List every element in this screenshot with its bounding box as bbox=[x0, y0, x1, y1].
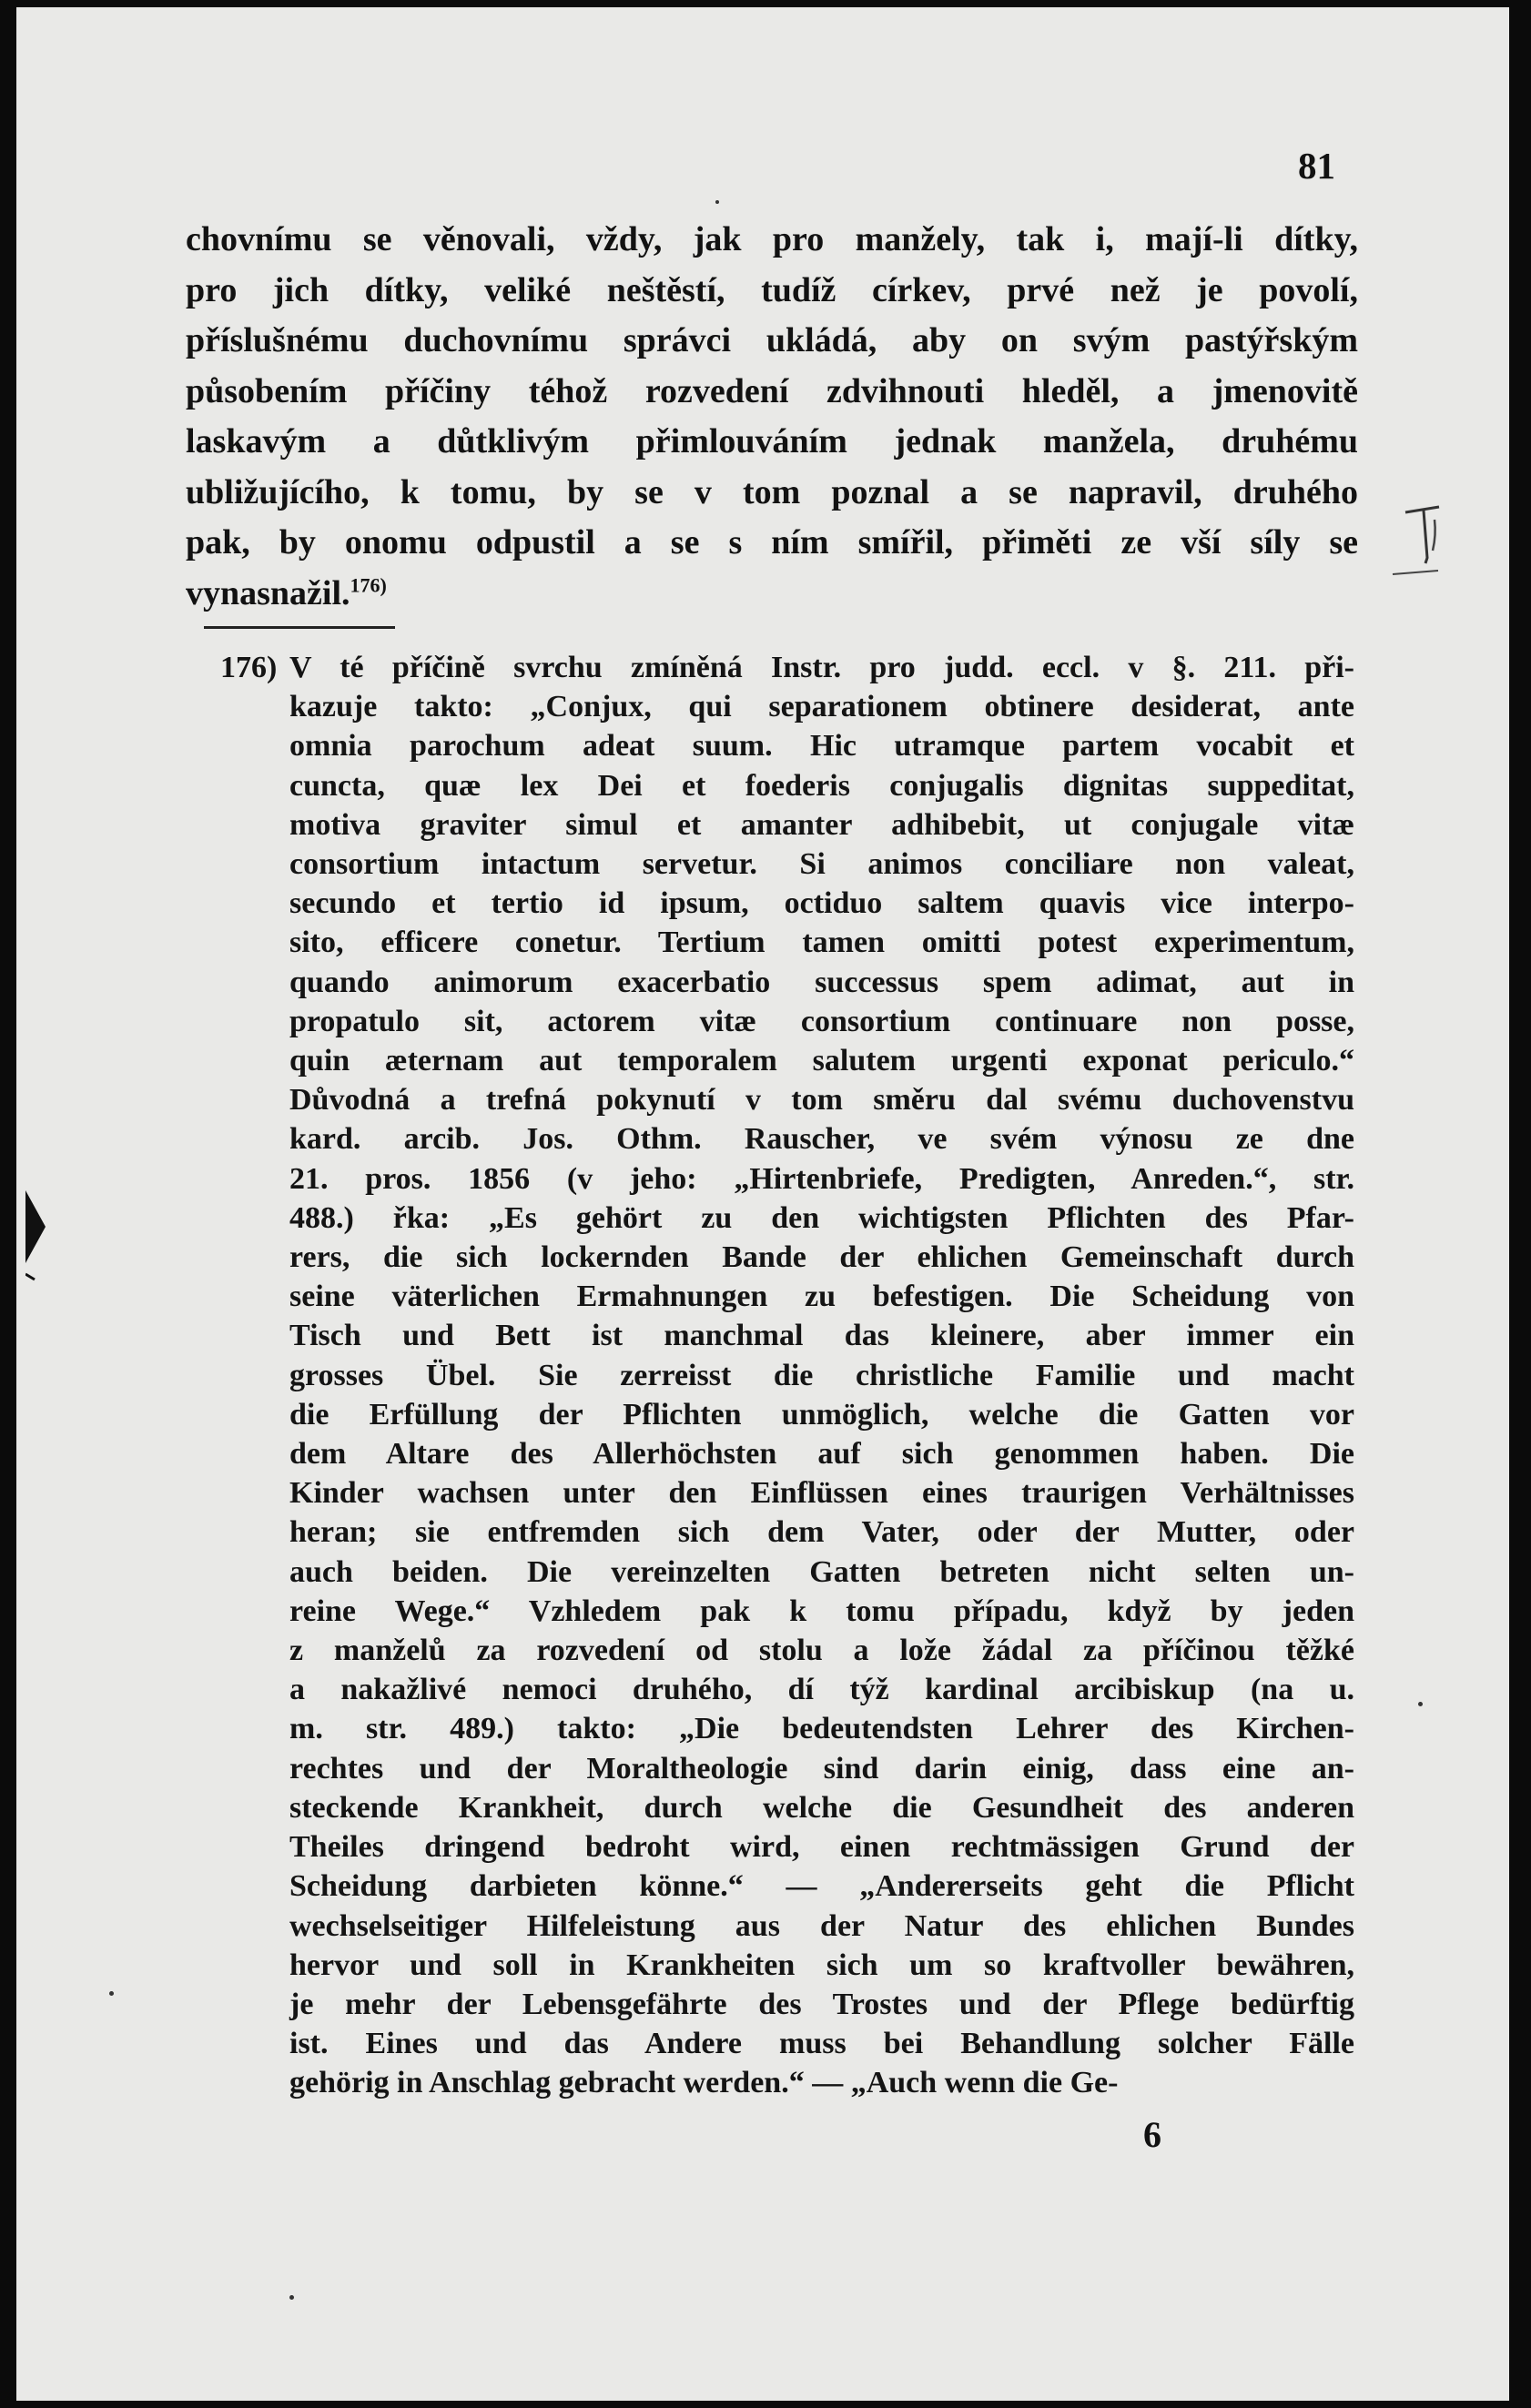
footnote-line: secundo et tertio id ipsum, octiduo saltem quavis vice interpo- bbox=[289, 886, 1354, 921]
main-line-last bbox=[186, 569, 1358, 620]
signature-mark: 6 bbox=[1143, 2114, 1161, 2155]
main-line: příslušnému duchovnímu správci ukládá, aby on svým pastýřským bbox=[186, 321, 1358, 359]
footnote bbox=[220, 648, 1354, 2103]
footnote-line: Kinder wachsen unter den Einflüssen eines traurigen Verhältnisses bbox=[289, 1476, 1354, 1511]
footnote-line: Tisch und Bett ist manchmal das kleinere, aber immer ein bbox=[289, 1319, 1354, 1353]
footnote-line: sito, efficere conetur. Tertium tamen omitti potest experimentum, bbox=[289, 926, 1354, 960]
footnote-line: kard. arcib. Jos. Othm. Rauscher, ve svém výnosu ze dne bbox=[289, 1122, 1354, 1157]
footnote-line: seine väterlichen Ermahnungen zu befestigen. Die Scheidung von bbox=[289, 1280, 1354, 1314]
footnote-mark: 176) bbox=[220, 651, 278, 684]
footnote-line: rers, die sich lockernden Bande der ehlichen Gemeinschaft durch bbox=[289, 1240, 1354, 1275]
footnote-line: die Erfüllung der Pflichten unmöglich, welche die Gatten vor bbox=[289, 1397, 1354, 1432]
main-line: pak, by onomu odpustil a se s ním smířil, přiměti ze vší síly se bbox=[186, 523, 1358, 562]
footnote-line: hervor und soll in Krankheiten sich um so kraftvoller bewähren, bbox=[289, 1948, 1354, 1982]
footnote-line: propatulo sit, actorem vitæ consortium continuare non posse, bbox=[289, 1004, 1354, 1038]
footnote-line: kazuje takto: „Conjux, qui separationem obtinere desiderat, ante bbox=[289, 690, 1354, 724]
footnote-line: heran; sie entfremden sich dem Vater, oder der Mutter, oder bbox=[289, 1515, 1354, 1550]
pencil-margin-mark-icon bbox=[1389, 503, 1462, 581]
page-number: 81 bbox=[1298, 145, 1335, 187]
footnote-line: omnia parochum adeat suum. Hic utramque partem vocabit et bbox=[289, 729, 1354, 764]
footnote-line: auch beiden. Die vereinzelten Gatten betreten nicht selten un- bbox=[289, 1554, 1354, 1589]
footnote-line: ist. Eines und das Andere muss bei Behandlung solcher Fälle bbox=[289, 2027, 1354, 2061]
footnote-line: Theiles dringend bedroht wird, einen rechtmässigen Grund der bbox=[289, 1830, 1354, 1865]
speck bbox=[289, 2295, 294, 2300]
main-paragraph bbox=[186, 215, 1358, 619]
main-line: pro jich dítky, veliké neštěstí, tudíž církev, prvé než je povolí, bbox=[186, 270, 1358, 309]
main-line: ubližujícího, k tomu, by se v tom poznal a se napravil, druhého bbox=[186, 472, 1358, 511]
footnote-line: steckende Krankheit, durch welche die Gesundheit des anderen bbox=[289, 1790, 1354, 1825]
footnote-separator bbox=[204, 626, 395, 629]
footnote-line: gehörig in Anschlag gebracht werden.“ — „Auch wenn die Ge- bbox=[289, 2066, 1119, 2100]
footnote-line: z manželů za rozvedení od stolu a lože žádal za příčinou těžké bbox=[289, 1634, 1354, 1668]
footnote-line: V té příčině svrchu zmíněná Instr. pro judd. eccl. v §. 211. při- bbox=[289, 651, 1354, 684]
main-line: laskavým a důtklivým přimlouváním jednak manžela, druhému bbox=[186, 422, 1358, 460]
main-line: působením příčiny téhož rozvedení zdvihnouti hleděl, a jmenovitě bbox=[186, 371, 1358, 410]
book-page bbox=[16, 7, 1509, 2401]
footnote-line: reine Wege.“ Vzhledem pak k tomu případu, když by jeden bbox=[289, 1594, 1354, 1628]
footnote-line: motiva graviter simul et amanter adhibebit, ut conjugale vitæ bbox=[289, 807, 1354, 842]
footnote-line: 21. pros. 1856 (v jeho: „Hirtenbriefe, Predigten, Anreden.“, str. bbox=[289, 1161, 1354, 1196]
footnote-line: a nakažlivé nemoci druhého, dí týž kardinal arcibiskup (na u. bbox=[289, 1673, 1354, 1707]
speck bbox=[715, 200, 719, 204]
footnote-line: wechselseitiger Hilfeleistung aus der Natur des ehlichen Bundes bbox=[289, 1908, 1354, 1943]
speck bbox=[109, 1991, 114, 1996]
footnote-line: Důvodná a trefná pokynutí v tom směru dal svému duchovenstvu bbox=[289, 1083, 1354, 1118]
footnote-line: quando animorum exacerbatio successus spem adimat, aut in bbox=[289, 965, 1354, 999]
main-line-text: vynasnažil. bbox=[186, 573, 350, 612]
main-line: chovnímu se věnovali, vždy, jak pro manžely, tak i, mají-li dítky, bbox=[186, 220, 1358, 258]
footnote-line: cuncta, quæ lex Dei et foederis conjugalis dignitas suppeditat, bbox=[289, 768, 1354, 803]
binding-edge-mark-icon bbox=[25, 1190, 46, 1290]
footnote-line: grosses Übel. Sie zerreisst die christliche Familie und macht bbox=[289, 1358, 1354, 1392]
footnote-line: rechtes und der Moraltheologie sind darin einig, dass eine an- bbox=[289, 1751, 1354, 1786]
footnote-line: m. str. 489.) takto: „Die bedeutendsten Lehrer des Kirchen- bbox=[289, 1712, 1354, 1746]
footnote-line: quin æternam aut temporalem salutem urgenti exponat periculo.“ bbox=[289, 1044, 1354, 1078]
footnote-line: 488.) řka: „Es gehört zu den wichtigsten Pflichten des Pfar- bbox=[289, 1200, 1354, 1235]
footnote-reference: 176) bbox=[350, 572, 387, 596]
footnote-line: Scheidung darbieten könne.“ — „Andererseits geht die Pflicht bbox=[289, 1869, 1354, 1904]
footnote-line: dem Altare des Allerhöchsten auf sich genommen haben. Die bbox=[289, 1437, 1354, 1472]
footnote-line: consortium intactum servetur. Si animos conciliare non valeat, bbox=[289, 847, 1354, 882]
footnote-line: je mehr der Lebensgefährte des Trostes und der Pflege bedürftig bbox=[289, 1987, 1354, 2021]
speck bbox=[1418, 1702, 1423, 1706]
